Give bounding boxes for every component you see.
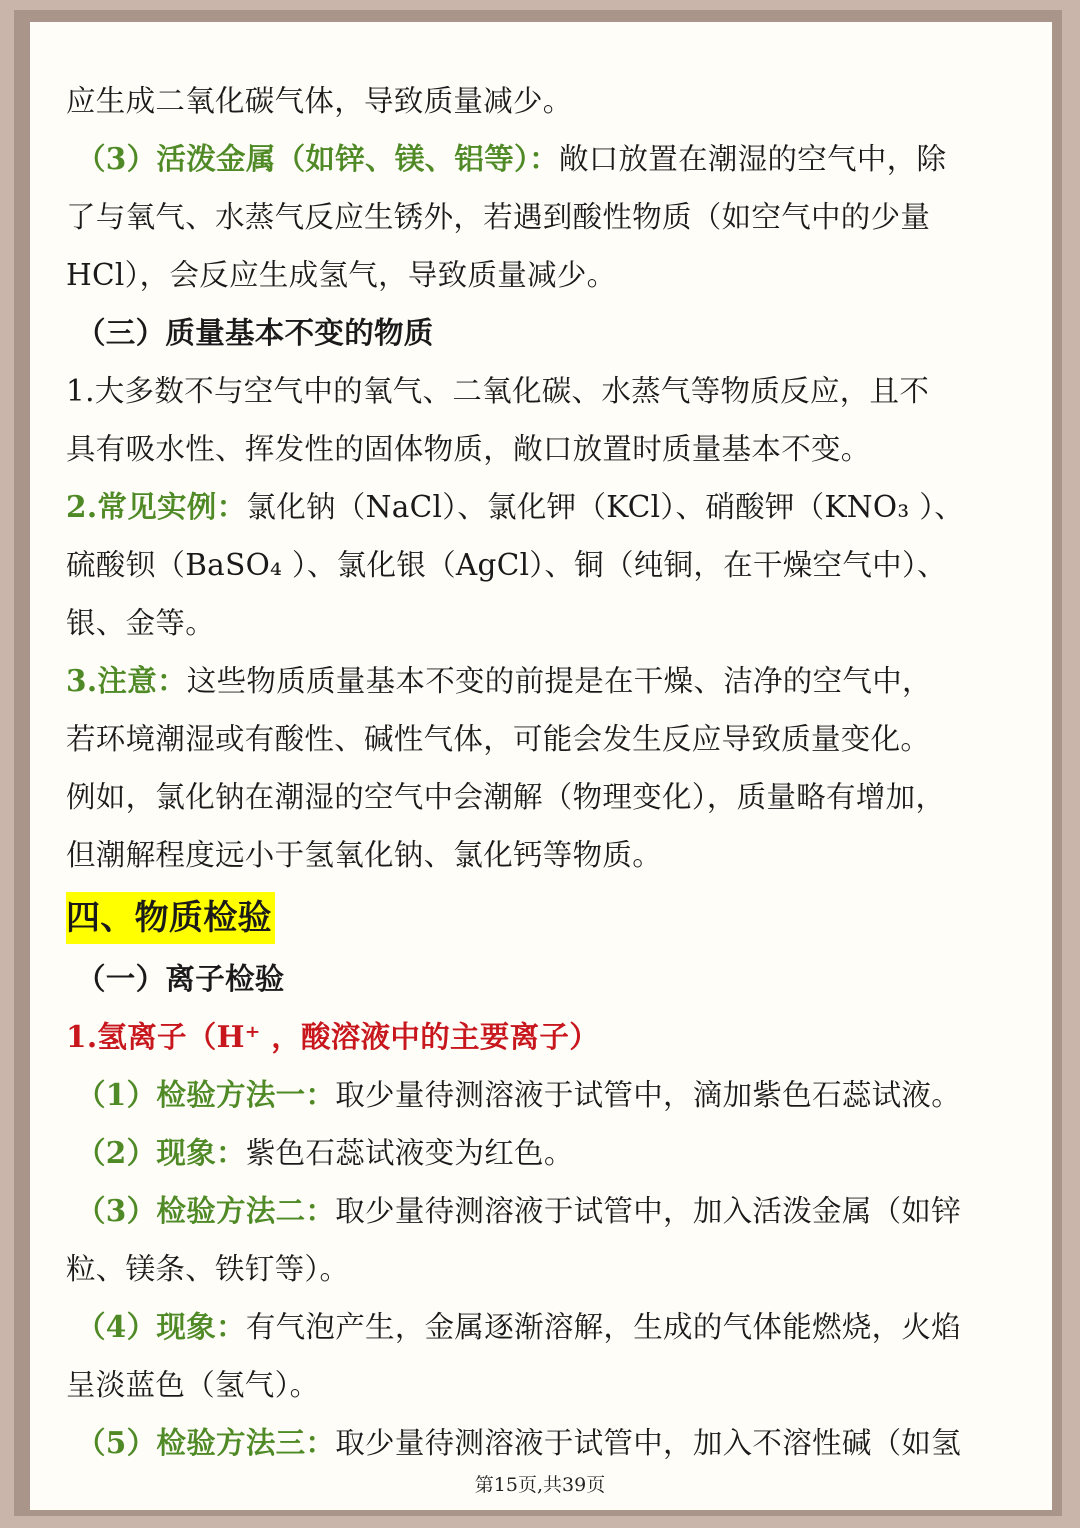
subsection-heading-hydrogen-ion: 1.氢离子（H⁺ ，酸溶液中的主要离子） [66, 1019, 600, 1054]
text-line: 粒、镁条、铁钉等）。 [66, 1252, 350, 1286]
list-item-examples: 2.常见实例：氯化钠（NaCl）、氯化钾（KCl）、硝酸钾（KNO₃ ）、 [66, 489, 965, 524]
section-heading-1: （一）离子检验 [76, 961, 285, 996]
list-item-note: 3.注意：这些物质质量基本不变的前提是在干燥、洁净的空气中， [66, 663, 932, 698]
item-label: （5）检验方法三： [76, 1425, 336, 1460]
list-item-method-3: （5）检验方法三：取少量待测溶液于试管中，加入不溶性碱（如氢 [76, 1425, 962, 1460]
text-line: 银、金等。 [66, 606, 216, 640]
highlighted-title: 四、物质检验 [66, 892, 275, 944]
page-number: 第15页,共39页 [474, 1474, 606, 1496]
text-line: 呈淡蓝色（氢气）。 [66, 1368, 320, 1402]
text-line: 应生成二氧化碳气体，导致质量减少。 [66, 84, 573, 118]
list-item-method-1: （1）检验方法一：取少量待测溶液于试管中，滴加紫色石蕊试液。 [76, 1077, 962, 1112]
text-line: 例如，氯化钠在潮湿的空气中会潮解（物理变化），质量略有增加， [66, 780, 946, 814]
document-body [66, 72, 1016, 1472]
section-heading-3: （三）质量基本不变的物质 [76, 315, 434, 350]
chapter-heading [66, 884, 1016, 950]
text-line: 但潮解程度远小于氢氧化钠、氯化钙等物质。 [66, 838, 663, 872]
item-label: 2.常见实例： [66, 489, 247, 524]
list-item-active-metals: （3）活泼金属（如锌、镁、铝等）：敞口放置在潮湿的空气中，除 [76, 141, 947, 176]
text-line: 具有吸水性、挥发性的固体物质，敞口放置时质量基本不变。 [66, 432, 871, 466]
text-line: 了与氧气、水蒸气反应生锈外，若遇到酸性物质（如空气中的少量 [66, 200, 931, 234]
text-line: 1.大多数不与空气中的氧气、二氧化碳、水蒸气等物质反应，且不 [66, 374, 930, 408]
list-item-method-2: （3）检验方法二：取少量待测溶液于试管中，加入活泼金属（如锌 [76, 1193, 962, 1228]
list-item-phenomenon-2: （4）现象：有气泡产生，金属逐渐溶解，生成的气体能燃烧，火焰 [76, 1309, 962, 1344]
list-item-phenomenon-1: （2）现象：紫色石蕊试液变为红色。 [76, 1135, 574, 1170]
item-label: （4）现象： [76, 1309, 246, 1344]
item-label: （1）检验方法一： [76, 1077, 336, 1112]
item-label: （3）检验方法二： [76, 1193, 336, 1228]
text-line: 硫酸钡（BaSO₄ ）、氯化银（AgCl）、铜（纯铜，在干燥空气中）、 [66, 548, 947, 582]
item-label: （3）活泼金属（如锌、镁、铝等）： [76, 141, 559, 176]
text-line: HCl），会反应生成氢气，导致质量减少。 [66, 258, 617, 292]
item-label: （2）现象： [76, 1135, 246, 1170]
item-label: 3.注意： [66, 663, 187, 698]
text-line: 若环境潮湿或有酸性、碱性气体，可能会发生反应导致质量变化。 [66, 722, 931, 756]
